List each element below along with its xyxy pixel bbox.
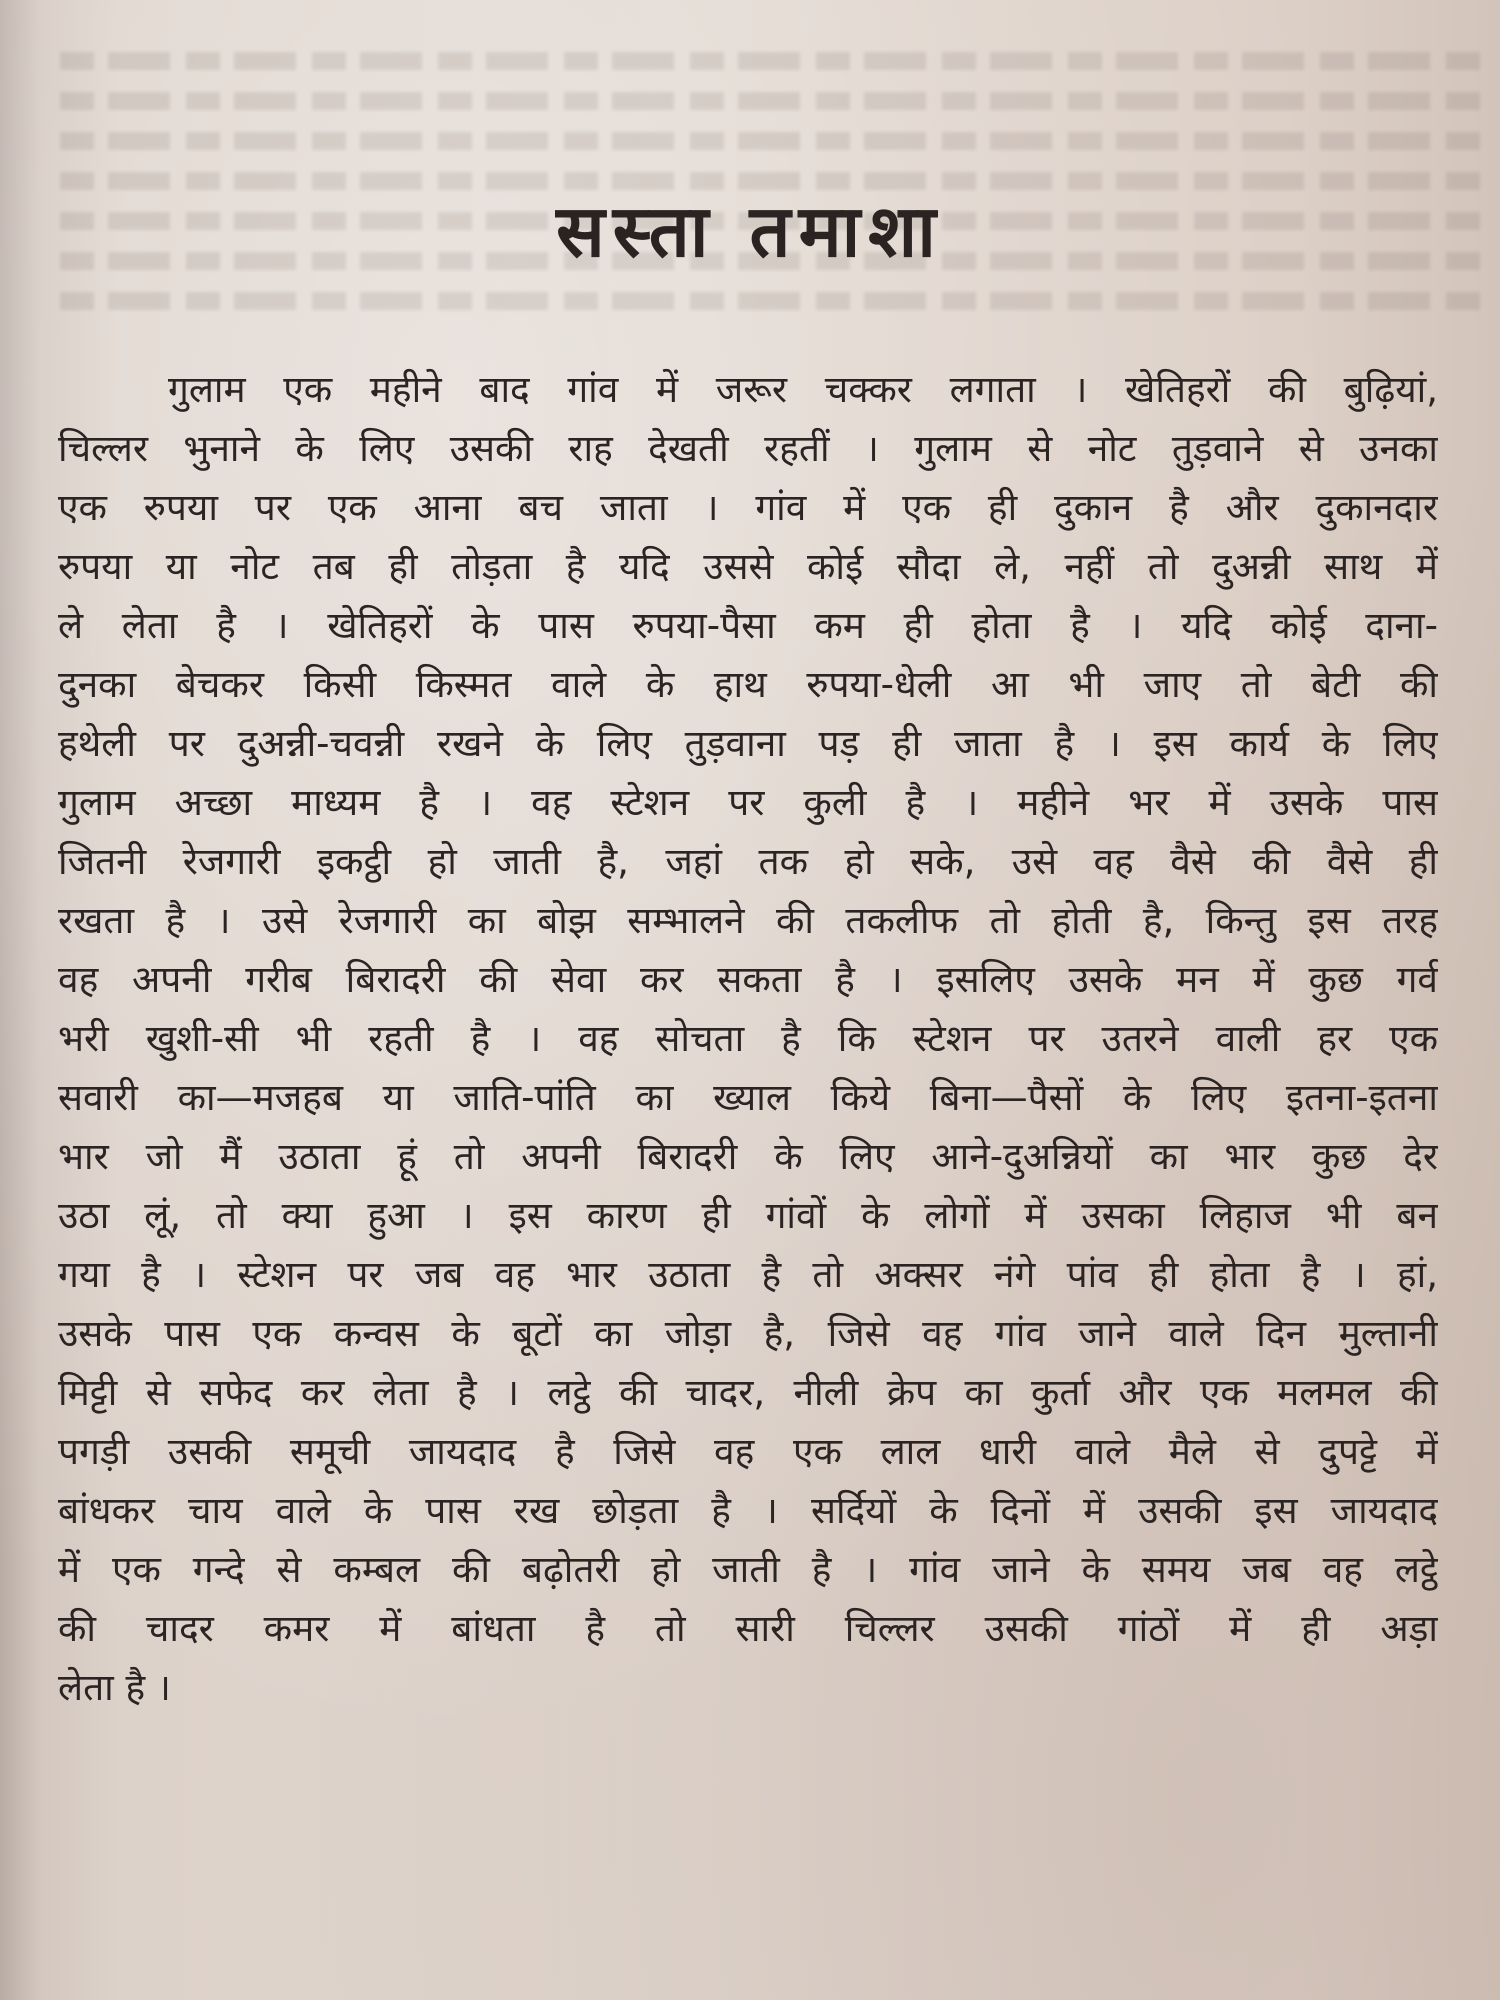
text-line: बांधकर चाय वाले के पास रख छोड़ता है । सर्दियों के दिनों में उसकी इस जायदाद [58,1489,1438,1532]
text-line: भरी खुशी-सी भी रहती है । वह सोचता है कि स्टेशन पर उतरने वाली हर एक [58,1017,1438,1060]
text-line: गया है । स्टेशन पर जब वह भार उठाता है तो अक्सर नंगे पांव ही होता है । हां, [58,1253,1438,1296]
text-line: चिल्लर भुनाने के लिए उसकी राह देखती रहतीं । गुलाम से नोट तुड़वाने से उनका [58,427,1438,470]
text-line: रखता है । उसे रेजगारी का बोझ सम्भालने की तकलीफ तो होती है, किन्तु इस तरह [58,899,1438,942]
text-line: मिट्टी से सफेद कर लेता है । लट्ठे की चादर, नीली क्रेप का कुर्ता और एक मलमल की [58,1371,1438,1414]
text-line: जितनी रेजगारी इकट्ठी हो जाती है, जहां तक हो सके, उसे वह वैसे की वैसे ही [58,840,1438,883]
chapter-title: सस्ता तमाशा [556,189,944,273]
text-line: वह अपनी गरीब बिरादरी की सेवा कर सकता है । इसलिए उसके मन में कुछ गर्व [58,958,1438,1001]
text-line: रुपया या नोट तब ही तोड़ता है यदि उससे कोई सौदा ले, नहीं तो दुअन्नी साथ में [58,545,1438,588]
text-line: एक रुपया पर एक आना बच जाता । गांव में एक ही दुकान है और दुकानदार [58,486,1438,529]
text-line: सवारी का—मजहब या जाति-पांति का ख्याल किये बिना—पैसों के लिए इतना-इतना [58,1076,1438,1119]
body-paragraph [58,360,1438,1717]
text-line: ले लेता है । खेतिहरों के पास रुपया-पैसा कम ही होता है । यदि कोई दाना- [58,604,1438,647]
text-line: में एक गन्दे से कम्बल की बढ़ोतरी हो जाती है । गांव जाने के समय जब वह लट्ठे [58,1548,1438,1591]
text-line: गुलाम अच्छा माध्यम है । वह स्टेशन पर कुली है । महीने भर में उसके पास [58,781,1438,824]
text-line: गुलाम एक महीने बाद गांव में जरूर चक्कर लगाता । खेतिहरों की बुढ़ियां, [168,368,1438,411]
text-line: भार जो मैं उठाता हूं तो अपनी बिरादरी के लिए आने-दुअन्नियों का भार कुछ देर [58,1135,1438,1178]
text-line: हथेली पर दुअन्नी-चवन्नी रखने के लिए तुड़वाना पड़ ही जाता है । इस कार्य के लिए [58,722,1438,765]
text-line: पगड़ी उसकी समूची जायदाद है जिसे वह एक लाल धारी वाले मैले से दुपट्टे में [58,1430,1438,1473]
text-line: की चादर कमर में बांधता है तो सारी चिल्लर उसकी गांठों में ही अड़ा [58,1607,1438,1650]
text-line: उठा लूं, तो क्या हुआ । इस कारण ही गांवों के लोगों में उसका लिहाज भी बन [58,1194,1438,1237]
text-line: लेता है । [58,1666,171,1709]
text-line: दुनका बेचकर किसी किस्मत वाले के हाथ रुपया-धेली आ भी जाए तो बेटी की [58,663,1438,706]
text-line: उसके पास एक कन्वस के बूटों का जोड़ा है, जिसे वह गांव जाने वाले दिन मुल्तानी [58,1312,1438,1355]
